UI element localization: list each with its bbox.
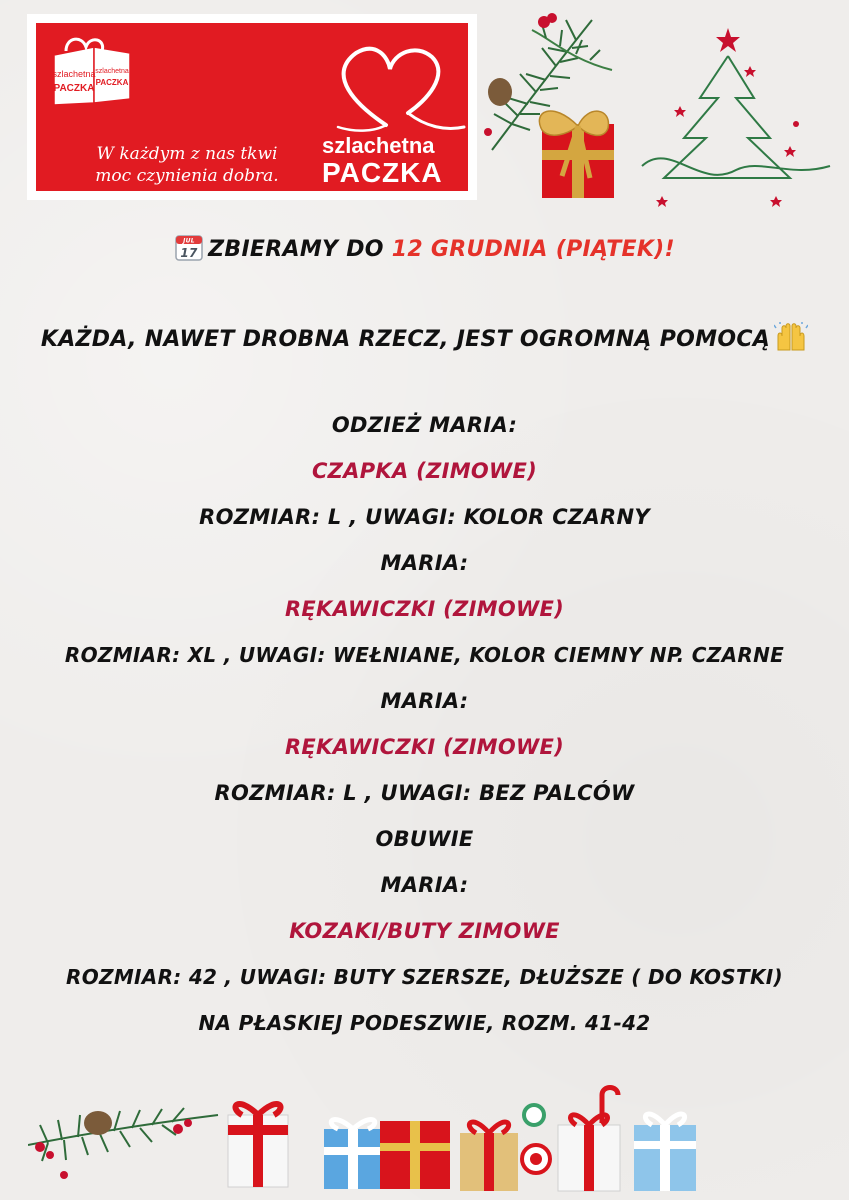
logo-side-text-line1: szlachetna [95,68,129,75]
banner-background [36,23,468,191]
gift-box-logo-icon [46,33,136,111]
logo-text-line2: PACZKA [53,83,95,94]
item-details-boots-2: NA PŁASKIEJ PODESZWIE, ROZM. 41-42 [198,1011,651,1035]
headline [0,222,849,278]
logo-text-line1: szlachetna [52,69,96,79]
intro-text: KAŻDA, NAWET DROBNA RZECZ, JEST OGROMNĄ POMOCĄ [40,327,771,352]
item-line-0: ODZIEŻ MARIA: [331,413,518,437]
gifts-border-icon [28,1085,828,1195]
headline-deadline: 12 GRUDNIA (PIĄTEK)! [391,237,675,262]
tagline-line2: moc czynienia dobra. [95,166,279,186]
item-title-boots: KOZAKI/BUTY ZIMOWE [289,919,560,943]
section-footwear: OBUWIE [375,827,474,851]
item-title-gloves-2: RĘKAWICZKI (ZIMOWE) [284,735,565,759]
heart-ribbon-icon [316,35,466,135]
item-details-cap: ROZMIAR: L , UWAGI: KOLOR CZARNY [199,505,650,529]
tagline-line1: W każdym z nas tkwi [96,144,278,164]
item-person: MARIA: [380,873,469,897]
item-title-gloves: RĘKAWICZKI (ZIMOWE) [284,597,565,621]
spacer [0,368,849,402]
item-details-gloves-2: ROZMIAR: L , UWAGI: BEZ PALCÓW [214,781,635,805]
tagline [72,143,302,187]
content-area [0,222,849,1046]
item-title-cap: CZAPKA (ZIMOWE) [311,459,538,483]
item-person: MARIA: [380,551,469,575]
item-details-boots: ROZMIAR: 42 , UWAGI: BUTY SZERSZE, DŁUŻSZE ( DO KOSTKI) [66,965,783,989]
spacer [0,278,849,312]
svg-text:17: 17 [180,246,198,260]
logo-side-text-line2: PACZKA [95,78,129,87]
svg-text:JUL: JUL [183,237,196,245]
headline-prefix: ZBIERAMY DO [208,237,392,262]
header-banner [27,14,477,200]
intro-line [0,312,849,368]
pine-branch-gift-icon [472,0,622,205]
christmas-tree-icon [640,20,840,210]
brand-name-small: szlachetna [322,133,435,158]
calendar-icon [174,232,204,262]
item-details-gloves: ROZMIAR: XL , UWAGI: WEŁNIANE, KOLOR CIEMNY NP. CZARNE [64,643,785,667]
raising-hands-icon [774,322,808,352]
item-person: MARIA: [380,689,469,713]
brand-name-big: PACZKA [322,157,443,188]
